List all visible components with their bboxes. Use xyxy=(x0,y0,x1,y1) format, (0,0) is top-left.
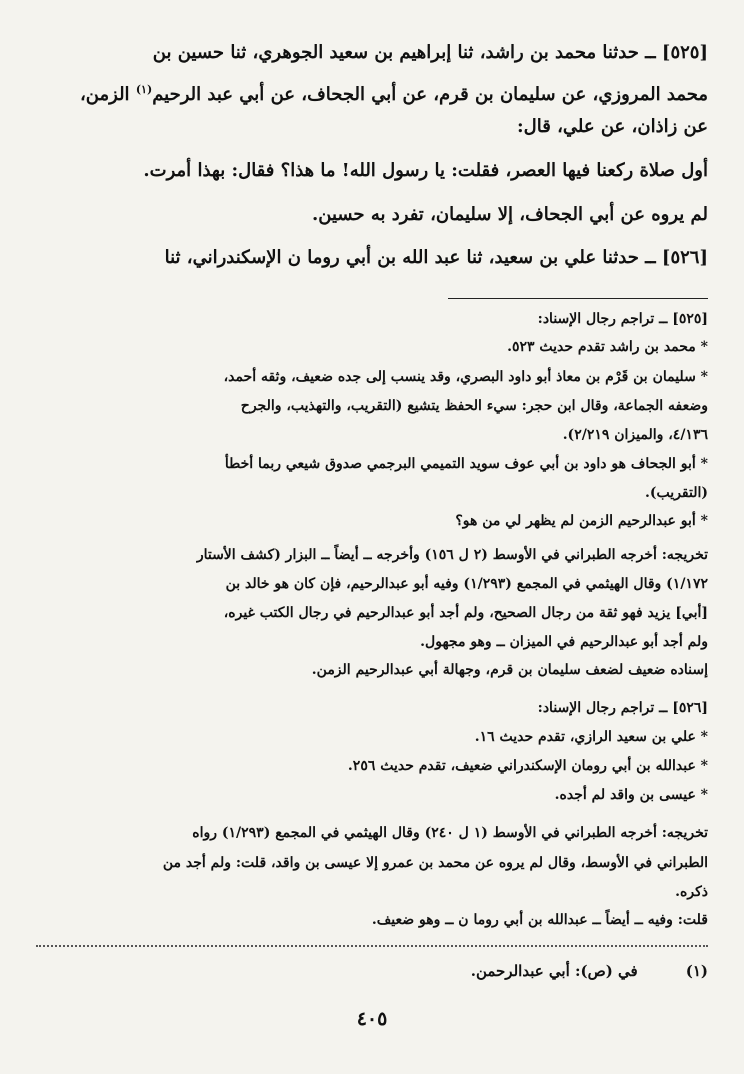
footnote-line: * علي بن سعيد الرازي، تقدم حديث ١٦. xyxy=(474,729,708,745)
footnote-line: وضعفه الجماعة، وقال ابن حجر: سيء الحفظ يتشيع (التقريب، والتهذيب، والجرح xyxy=(240,398,708,414)
footnote-line: تخريجه: أخرجه الطبراني في الأوسط (٢ ل ١٥٦) وأخرجه ــ أيضاً ــ البزار (كشف الأستار xyxy=(196,547,708,563)
footnote-line: الطبراني في الأوسط، وقال لم يروه عن محمد بن عمرو إلا عيسى بن واقد، قلت: ولم أجد من xyxy=(162,855,708,871)
footnote-marker: (١) xyxy=(135,83,153,96)
footnote-line: إسناده ضعيف لضعف سليمان بن قرم، وجهالة أبي عبدالرحيم الزمن. xyxy=(311,662,708,678)
footnote-line: ١/١٧٢) وقال الهيثمي في المجمع (١/٢٩٣) وفيه أبو عبدالرحيم، فإن كان هو خالد بن xyxy=(225,576,708,592)
footnote-line: قلت: وفيه ــ أيضاً ــ عبدالله بن أبي روما ن ــ وهو ضعيف. xyxy=(371,912,708,928)
footnote-line: [أبي] يزيد فهو ثقة من رجال الصحيح، ولم أجد أبو عبدالرحيم في رجال الكتب غيره، xyxy=(223,605,708,621)
footnote-separator xyxy=(448,298,708,299)
footnote-line: ٤/١٣٦، والميزان ٢/٢١٩). xyxy=(562,427,708,443)
main-text-segment: الزمن، xyxy=(79,84,136,105)
footnote-line: * عيسى بن واقد لم أجده. xyxy=(554,787,708,803)
footnote-line: * محمد بن راشد تقدم حديث ٥٢٣. xyxy=(507,339,708,355)
footnote-line: ولم أجد أبو عبدالرحيم في الميزان ــ وهو مجهول. xyxy=(420,634,708,650)
footnote-line: ذكره. xyxy=(675,884,708,900)
footnote-line: * أبو الجحاف هو داود بن أبي عوف سويد التميمي البرجمي صدوق شيعي ربما أخطأ xyxy=(224,456,708,472)
main-text-line: لم يروه عن أبي الجحاف، إلا سليمان، تفرد به حسين. xyxy=(311,204,708,225)
bottom-footnote-text: في (ص): أبي عبدالرحمن. xyxy=(470,962,638,980)
main-text-line: [٥٢٥] ــ حدثنا محمد بن راشد، ثنا إبراهيم بن سعيد الجوهري، ثنا حسين بن xyxy=(152,42,708,63)
main-text-line: أول صلاة ركعنا فيها العصر، فقلت: يا رسول الله! ما هذا؟ فقال: بهذا أمرت. xyxy=(143,160,708,181)
footnote-heading: [٥٢٦] ــ تراجم رجال الإسناد: xyxy=(537,700,708,716)
bottom-footnote-number: (١) xyxy=(685,962,708,980)
footnote-line: * سليمان بن قَرْم بن معاذ أبو داود البصري، وقد ينسب إلى جده ضعيف، وثقه أحمد، xyxy=(223,369,708,385)
page-number: ٤٠٥ xyxy=(356,1008,388,1030)
bottom-footnote xyxy=(64,958,708,984)
footnote-line: * عبدالله بن أبي رومان الإسكندراني ضعيف، تقدم حديث ٢٥٦. xyxy=(347,758,708,774)
footnote-line: تخريجه: أخرجه الطبراني في الأوسط (١ ل ٢٤٠) وقال الهيثمي في المجمع (١/٢٩٣) رواه xyxy=(192,825,708,841)
footnote-line: * أبو عبدالرحيم الزمن لم يظهر لي من هو؟ xyxy=(455,513,708,529)
main-text-line xyxy=(64,75,708,105)
footnote-heading: [٥٢٥] ــ تراجم رجال الإسناد: xyxy=(537,311,708,327)
footnote-line: (التقريب). xyxy=(645,485,708,501)
main-text-line: عن زاذان، عن علي، قال: xyxy=(516,116,708,137)
main-text-segment: محمد المروزي، عن سليمان بن قرم، عن أبي الجحاف، عن أبي عبد الرحيم xyxy=(152,84,708,105)
main-text-line: [٥٢٦] ــ حدثنا علي بن سعيد، ثنا عبد الله بن أبي روما ن الإسكندراني، ثنا xyxy=(164,247,708,268)
dotted-separator xyxy=(36,945,708,947)
